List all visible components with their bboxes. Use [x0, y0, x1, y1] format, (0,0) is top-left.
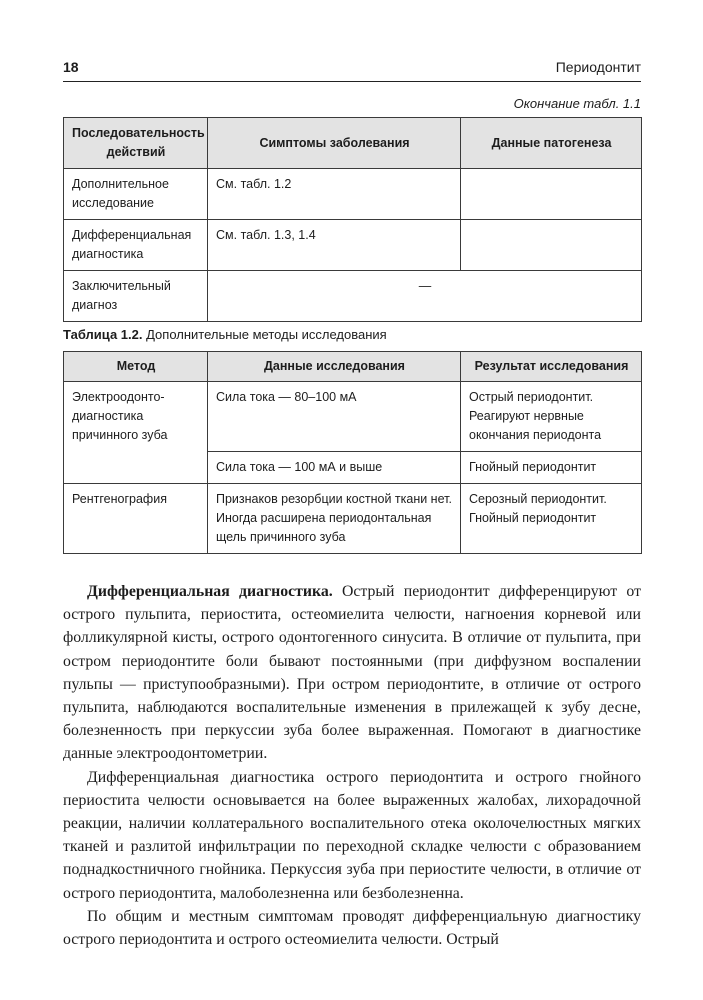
table-cell-merged: —: [208, 271, 642, 322]
table-cell: [461, 220, 642, 271]
table-caption-text: Дополнительные методы исследования: [142, 327, 387, 342]
table-cell: Заключительный диагноз: [64, 271, 208, 322]
paragraph: Дифференциальная диагностика острого периодонтита и острого гнойного периостита челюсти основывается на более выраженных жалобах, лихорадочной реакции, наличии коллатерального воспалительного отека околочелюстных мягких тканей и разлитой инфильтрации по переходной складке челюсти с образованием поднадкостничного гнойника. Перкуссия зуба при периостите челюсти, в отличие от острого периодонтита, малоболезненна или безболезненна.: [63, 768, 641, 902]
column-header: Данные исследования: [208, 352, 461, 382]
table-cell: Признаков резорбции костной ткани нет. Иногда расширена периодонтальная щель причинного зуба: [208, 484, 461, 554]
table-header-row: [64, 118, 642, 169]
table-1-2: [63, 351, 642, 554]
page-header: [63, 55, 641, 82]
column-header: Метод: [64, 352, 208, 382]
table-caption-label: Таблица 1.2.: [63, 327, 143, 342]
column-header: Симптомы заболевания: [208, 118, 461, 169]
table-cell: Острый периодонтит. Реагируют нервные окончания периодонта: [461, 382, 642, 452]
table-cell: См. табл. 1.2: [208, 169, 461, 220]
table-cell: Сила тока — 100 мА и выше: [208, 452, 461, 484]
table-1-1-continuation: [63, 117, 642, 322]
table-cell: [461, 169, 642, 220]
table-cell: Гнойный периодонтит: [461, 452, 642, 484]
table-cell: Дополнительное исследование: [64, 169, 208, 220]
table-cell: Электроодонто-диагностика причинного зуба: [64, 382, 208, 484]
table-row: [64, 484, 642, 554]
page-number: 18: [63, 59, 79, 75]
column-header: Данные патогенеза: [461, 118, 642, 169]
paragraph: По общим и местным симптомам проводят дифференциальную диагностику острого периодонтита и острого остеомиелита челюсти. Острый: [63, 907, 641, 949]
table-1-2-caption: [63, 327, 387, 342]
table-cell: Дифференциальная диагностика: [64, 220, 208, 271]
paragraph-lead-heading: Дифференциальная диагностика.: [87, 583, 333, 600]
table-cell: См. табл. 1.3, 1.4: [208, 220, 461, 271]
body-text: [63, 580, 641, 951]
column-header: Последовательность действий: [64, 118, 208, 169]
column-header: Результат исследования: [461, 352, 642, 382]
table-row: [64, 220, 642, 271]
running-title: Периодонтит: [555, 59, 641, 75]
paragraph-text: Острый периодонтит дифференцируют от острого пульпита, периостита, остеомиелита челюсти, нагноения корневой или фолликулярной кисты, острого одонтогенного синусита. В отличие от пульпита, при остром периодонтите боли бывают постоянными (при диффузном воспалении пульпы — приступообразными). При остром периодонтите, в отличие от острого пульпита, наблюдаются воспалительные изменения в прилежащей к зубу десне, болезненность при перкуссии зуба более выраженная. Помогают в диагностике данные электроодонтометрии.: [63, 583, 641, 763]
table-cell: Сила тока — 80–100 мА: [208, 382, 461, 452]
table-header-row: [64, 352, 642, 382]
table-1-continuation-caption: Окончание табл. 1.1: [513, 96, 641, 111]
table-cell: Рентгенография: [64, 484, 208, 554]
table-row: [64, 271, 642, 322]
paragraph: [63, 580, 641, 766]
table-row: [64, 382, 642, 452]
table-cell: Серозный периодонтит. Гнойный периодонтит: [461, 484, 642, 554]
table-row: [64, 169, 642, 220]
